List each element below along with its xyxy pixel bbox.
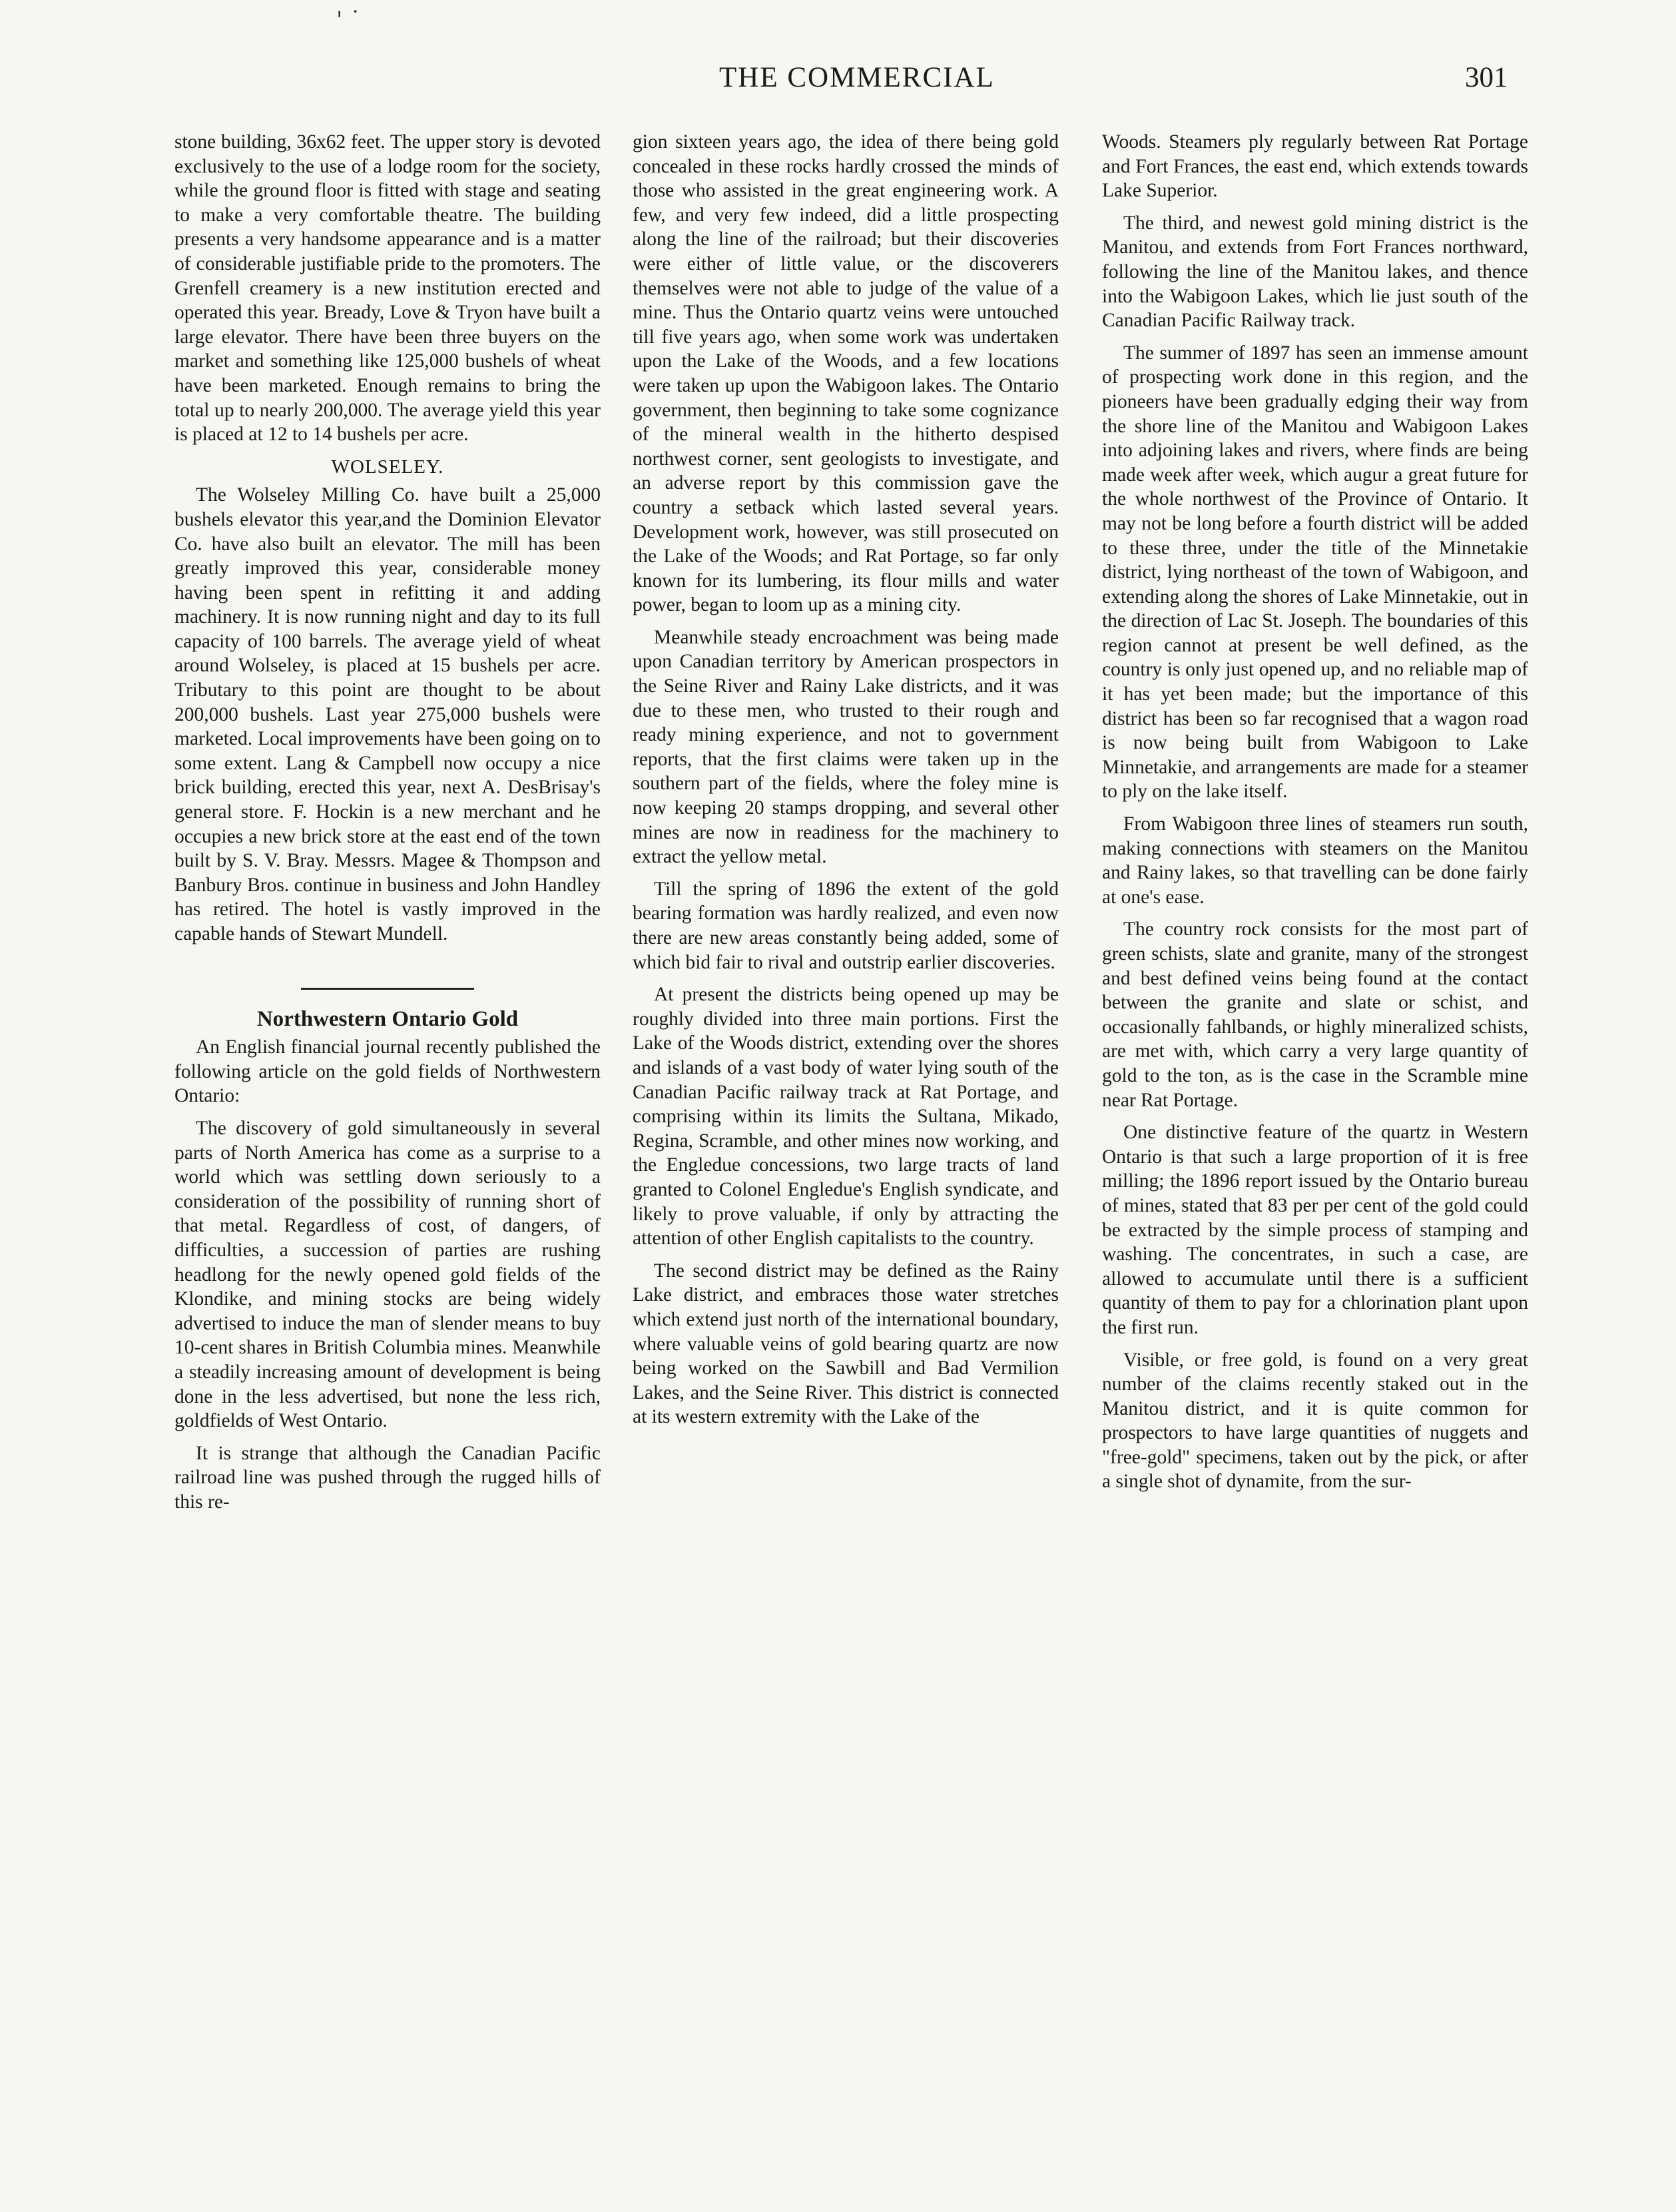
paragraph: stone building, 36x62 feet. The upper story is devoted exclusively to the use of a lodge room for the society, while the ground floor is fitted with stage and seating to make a very comfortable theatre. The building presents a very handsome appearance and is a matter of considerable justifiable pride to the promoters. The Grenfell creamery is a new institution erected and operated this year. Bready, Love & Tryon have built a large elevator. There have been three buyers on the market and something like 125,000 bushels of wheat have been marketed. Enough remains to bring the total up to nearly 200,000. The average yield this year is placed at 12 to 14 bushels per acre. bbox=[174, 131, 601, 446]
paragraph: At present the districts being opened up may be roughly divided into three main portions. First the Lake of the Woods district, extending over the shores and islands of a vast body of water lying south of the Canadian Pacific railway track at Rat Portage, and comprising within its limits the Sultana, Mikado, Regina, Scramble, and other mines now working, and the Engledue concessions, two large tracts of land granted to Colonel Engledue's English syndicate, and likely to prove valuable, if only by attracting the attention of other English capitalists to the country. bbox=[633, 984, 1059, 1250]
column-2 bbox=[633, 130, 1059, 1437]
paragraph: The summer of 1897 has seen an immense amount of prospecting work done in this region, and the pioneers have been gradually edging their way from the shore line of the Manitou and Wabigoon Lakes into adjoining lakes and rivers, where finds are being made week after week, which augur a great future for the whole northwest of the Province of Ontario. It may not be long before a fourth district will be added to these three, under the title of the Minnetakie district, lying northeast of the town of Wabigoon, and extending along the shores of Lake Minnetakie, out in the direction of Lac St. Joseph. The boundaries of this region cannot at present be well defined, as the country is only just opened up, and no reliable map of it has yet been made; but the importance of this district has been so far recognised that a wagon road is now being built from Wabigoon to Lake Minnetakie, and arrangements are made for a steamer to ply on the lake itself. bbox=[1102, 342, 1528, 803]
paragraph: It is strange that although the Canadian Pacific railroad line was pushed through the rugged hills of this re- bbox=[174, 1442, 601, 1513]
section-heading-wolseley: WOLSELEY. bbox=[331, 456, 444, 478]
paragraph: The discovery of gold simultaneously in several parts of North America has come as a surprise to a world which was settling down seriously to a consideration of the possibility of running short of that metal. Regardless of cost, of dangers, of difficulties, a succession of parties are rushing headlong for the newly opened gold fields of the Klondike, and mining stocks are being widely advertised to induce the man of slender means to buy 10-cent shares in British Columbia mines. Meanwhile a steadily increasing amount of development is being done in the less advertised, but none the less rich, goldfields of West Ontario. bbox=[174, 1117, 601, 1432]
paragraph: gion sixteen years ago, the idea of there being gold concealed in these rocks hardly crossed the minds of those who assisted in the great engineering work. A few, and very few indeed, did a little prospecting along the line of the railroad; but their discoveries were either of little value, or the discoverers themselves were not able to judge of the value of a mine. Thus the Ontario quartz veins were untouched till five years ago, when some work was undertaken upon the Lake of the Woods, and a few locations were taken up upon the Wabigoon lakes. The Ontario government, then beginning to take some cognizance of the mineral wealth in the hitherto despised northwest corner, sent geologists to investigate, and an adverse report by this commission gave the country a setback which lasted several years. Development work, however, was still prosecuted on the Lake of the Woods; and Rat Portage, so far only known for its lumbering, its flour mills and water power, began to loom up as a mining city. bbox=[633, 131, 1059, 616]
article-title: Northwestern Ontario Gold bbox=[256, 1006, 519, 1031]
paragraph: Till the spring of 1896 the extent of the gold bearing formation was hardly realized, and even now there are new areas constantly being added, some of which bid fair to rival and outstrip earlier discoveries. bbox=[633, 878, 1059, 973]
paragraph: The third, and newest gold mining district is the Manitou, and extends from Fort Frances northward, following the line of the Manitou lakes, and thence into the Wabigoon Lakes, which lie just south of the Canadian Pacific Railway track. bbox=[1102, 212, 1528, 332]
article-divider bbox=[301, 988, 474, 990]
paragraph: The Wolseley Milling Co. have built a 25,000 bushels elevator this year,and the Dominion Elevator Co. have also built an elevator. The mill has been greatly improved this year, considerable money having been spent in refitting it and adding machinery. It is now running night and day to its full capacity of 100 barrels. The average yield of wheat around Wolseley, is placed at 15 bushels per acre. Tributary to this point are thought to be about 200,000 bushels. Last year 275,000 bushels were marketed. Local improvements have been going on to some extent. Lang & Campbell now occupy a nice brick building, erected this year, next A. DesBrisay's general store. F. Hockin is a new merchant and he occupies a new brick store at the east end of the town built by S. V. Bray. Messrs. Magee & Thompson and Banbury Bros. continue in business and John Handley has retired. The hotel is vastly improved in the capable hands of Stewart Mundell. bbox=[174, 484, 601, 944]
column-1 bbox=[174, 130, 601, 1522]
paragraph: One distinctive feature of the quartz in Western Ontario is that such a large proportion of it is free milling; the 1896 report issued by the Ontario bureau of mines, stated that 83 per per cent of the gold could be extracted by the simple process of stamping and washing. The concentrates, in such a case, are allowed to accumulate until there is a sufficient quantity of them to pay for a chlorination plant upon the first run. bbox=[1102, 1122, 1528, 1338]
column-3 bbox=[1102, 130, 1528, 1502]
publication-title: THE COMMERCIAL bbox=[719, 62, 995, 93]
page-header bbox=[0, 61, 1676, 108]
page-number: 301 bbox=[1465, 62, 1508, 93]
paragraph: An English financial journal recently published the following article on the gold fields of Northwestern Ontario: bbox=[174, 1036, 601, 1107]
paragraph: The country rock consists for the most part of green schists, slate and granite, many of the strongest and best defined veins being found at the contact between the granite and slate or schist, and occasionally fahlbands, or highly mineralized schists, are met with, which carry a very large quantity of gold to the ton, as is the case in the Scramble mine near Rat Portage. bbox=[1102, 919, 1528, 1111]
paragraph: From Wabigoon three lines of steamers run south, making connections with steamers on the Manitou and Rainy lakes, so that travelling can be done fairly at one's ease. bbox=[1102, 813, 1528, 908]
paragraph: The second district may be defined as the Rainy Lake district, and embraces those water stretches which extend just north of the international boundary, where valuable veins of gold bearing quartz are now being worked on the Sawbill and Bad Vermilion Lakes, and the Seine River. This district is connected at its western extremity with the Lake of the bbox=[633, 1260, 1059, 1428]
paragraph: Visible, or free gold, is found on a very great number of the claims recently staked out in the Manitou district, and it is quite common for prospectors to have large quantities of nuggets and "free-gold" specimens, taken out by the pick, or after a single shot of dynamite, from the sur- bbox=[1102, 1349, 1528, 1493]
paragraph: Meanwhile steady encroachment was being made upon Canadian territory by American prospectors in the Seine River and Rainy Lake districts, and it was due to these men, who trusted to their rough and ready mining experience, and not to government reports, that the first claims were taken up in the southern part of the fields, where the foley mine is now keeping 20 stamps dropping, and several other mines are now in readiness for the machinery to extract the yellow metal. bbox=[633, 626, 1059, 868]
scan-specks: ' ˙ bbox=[336, 7, 362, 33]
paragraph: Woods. Steamers ply regularly between Rat Portage and Fort Frances, the east end, which extends towards Lake Superior. bbox=[1102, 131, 1528, 202]
